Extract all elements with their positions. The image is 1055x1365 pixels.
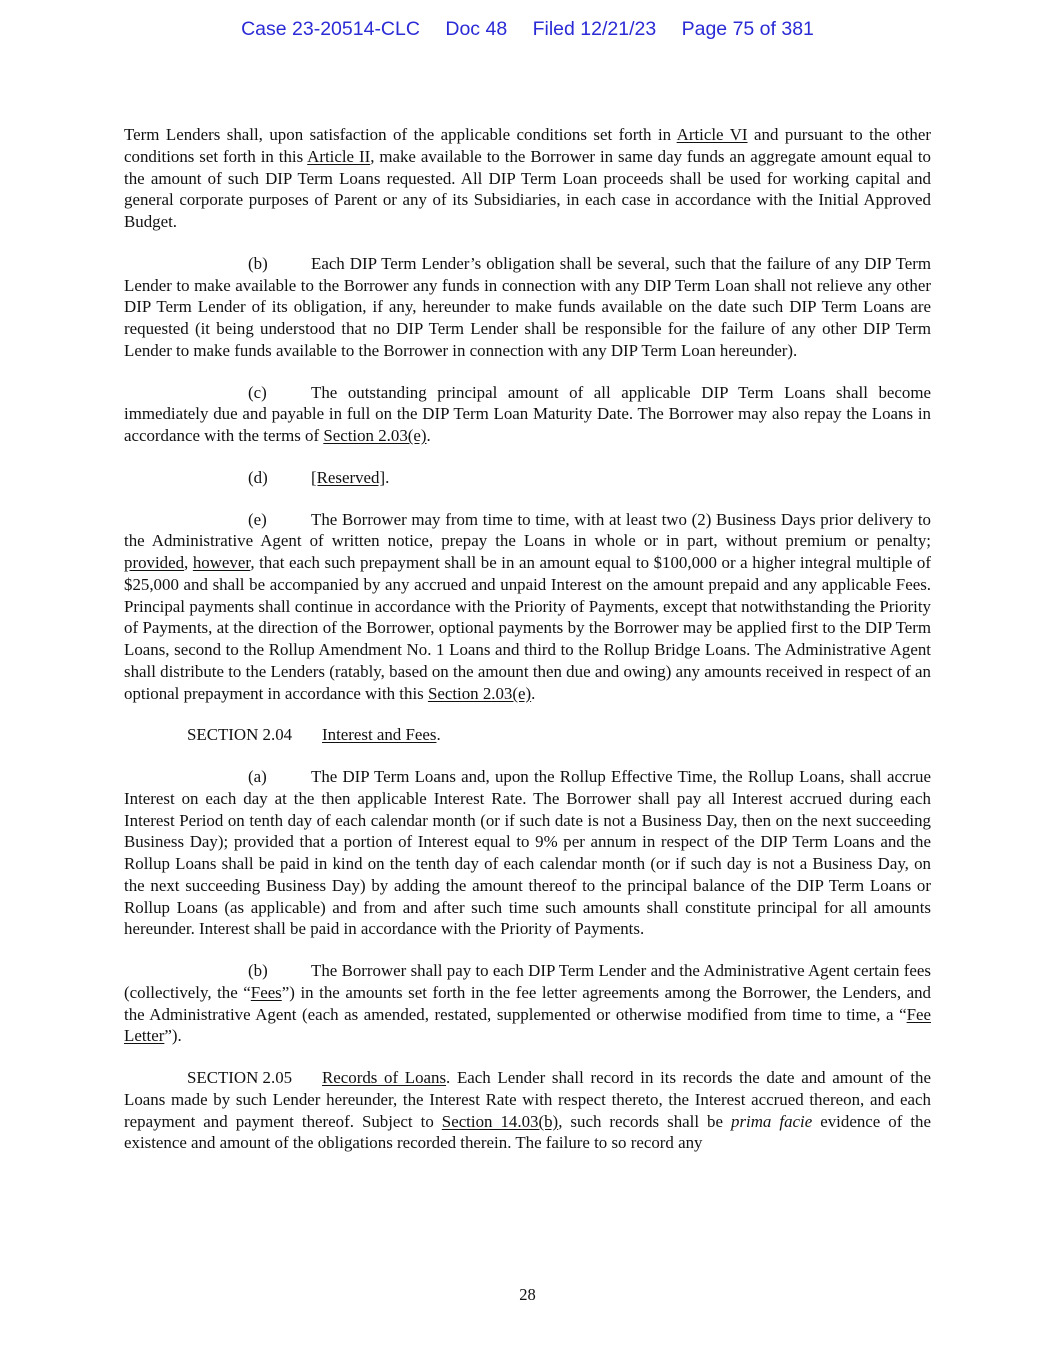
document-body [124,124,931,1174]
provided-term: provided [124,553,185,572]
case-number: Case 23-20514-CLC [241,18,420,40]
however-term: however [192,553,251,572]
reserved-text: [Reserved] [311,467,386,487]
prima-facie-term: prima facie [731,1111,813,1131]
paragraph-e: (e) The Borrower may from time to time, with at least two (2) Business Days prior delivery to the Administrative Agent of written notice, prepay the Loans in whole or in part, without premium or penalty; provided, however, that each such prepayment shall be in an amount equal to $100,000 or a higher integral multiple of $25,000 and shall be accompanied by any accrued and unpaid Interest on the amount prepaid and any applicable Fees. Principal payments shall continue in accordance with the Priority of Payments, except that notwithstanding the Priority of Payments, at the direction of the Borrower, optional payments by the Borrower may be applied first to the DIP Term Loans, second to the Rollup Amendment No. 1 Loans and third to the Rollup Bridge Loans. The Administrative Agent shall distribute to the Lenders (ratably, based on the amount then due and owing) any amounts received in respect of an optional prepayment in accordance with this Section 2.03(e). [124,509,931,703]
paragraph-label: (c) [248,382,267,402]
section-number: SECTION 2.04 [187,725,293,745]
article-vi-reference: Article VI [676,125,748,144]
page-number: 28 [519,1285,536,1304]
section-title: Interest and Fees [322,725,437,745]
section-2-03e-reference: Section 2.03(e) [323,426,427,445]
paragraph-2-04-a: (a) The DIP Term Loans and, upon the Rollup Effective Time, the Rollup Loans, shall accrue Interest on each day at the then applicable Interest Rate. The Borrower shall pay all Interest accrued during each Interest Period on tenth day of each calendar month (or if such date is not a Business Day, then on the next succeeding Business Day); provided that a portion of Interest equal to 9% per annum in respect of the DIP Term Loans and the Rollup Loans shall be paid in kind on the tenth day of each calendar month (or if such day is not a Business Day, on the next succeeding Business Day) by adding the amount thereof to the principal balance of the DIP Term Loans or Rollup Loans (as applicable) and from and after such time such amounts shall constitute principal for all amounts hereunder. Interest shall be paid in accordance with the Priority of Payments. [124,767,931,939]
filed-date: Filed 12/21/23 [532,18,657,40]
paragraph-label: (b) [248,961,268,980]
paragraph-label: (e) [248,509,267,529]
section-number: SECTION 2.05 [187,1068,293,1087]
section-2-05-paragraph: SECTION 2.05 Records of Loans. Each Lender shall record in its records the date and amount of the Loans made by such Lender hereunder, the Interest Rate with respect thereto, the Interest accrued thereon, and each repayment and payment thereof. Subject to Section 14.03(b), such records shall be prima facie evidence of the existence and amount of the obligations recorded therein. The failure to so record any [124,1068,931,1153]
paragraph-d: (d) [Reserved]. [248,467,390,487]
section-title: Records of Loans [322,1068,447,1087]
paragraph-intro: Term Lenders shall, upon satisfaction of the applicable conditions set forth in Article VI and pursuant to the other conditions set forth in this Article II, make available to the Borrower in same day funds an aggregate amount equal to the amount of such DIP Term Loans requested. All DIP Term Loan proceeds shall be used for working capital and general corporate purposes of Parent or any of its Subsidiaries, in each case in accordance with the Initial Approved Budget. [124,125,931,231]
paragraph-label: (d) [248,467,268,487]
page-indicator: Page 75 of 381 [681,18,814,40]
paragraph-label: (a) [248,767,267,786]
doc-number: Doc 48 [445,18,508,40]
fee-letter-defined-term: Fee Letter [124,1004,931,1046]
fees-defined-term: Fees [250,982,282,1002]
paragraph-c: (c) The outstanding principal amount of all applicable DIP Term Loans shall become immediately due and payable in full on the DIP Term Loan Maturity Date. The Borrower may also repay the Loans in accordance with the terms of Section 2.03(e). [124,382,931,445]
paragraph-label: (b) [248,253,268,273]
section-2-04-heading: SECTION 2.04 Interest and Fees. [187,725,441,745]
article-ii-reference: Article II [307,146,371,166]
section-2-03e-reference: Section 2.03(e) [427,683,532,703]
section-14-03b-reference: Section 14.03(b) [441,1111,559,1131]
paragraph-b: (b) Each DIP Term Lender’s obligation shall be several, such that the failure of any DIP Term Lender to make available to the Borrower any funds in connection with any DIP Term Loan shall not relieve any other DIP Term Lender of its obligation, if any, hereunder to make funds available on the date such DIP Term Loans are requested (it being understood that no DIP Term Lender shall be responsible for the failure of any other DIP Term Lender to make funds available to the Borrower in connection with any DIP Term Loan hereunder). [124,253,931,360]
paragraph-2-04-b: (b) The Borrower shall pay to each DIP Term Lender and the Administrative Agent certain fees (collectively, the “Fees”) in the amounts set forth in the fee letter agreements among the Borrower, the Lenders, and the Administrative Agent (each as amended, restated, supplemented or otherwise modified from time to time, a “Fee Letter”). [124,961,931,1046]
court-filing-header [0,18,1055,41]
